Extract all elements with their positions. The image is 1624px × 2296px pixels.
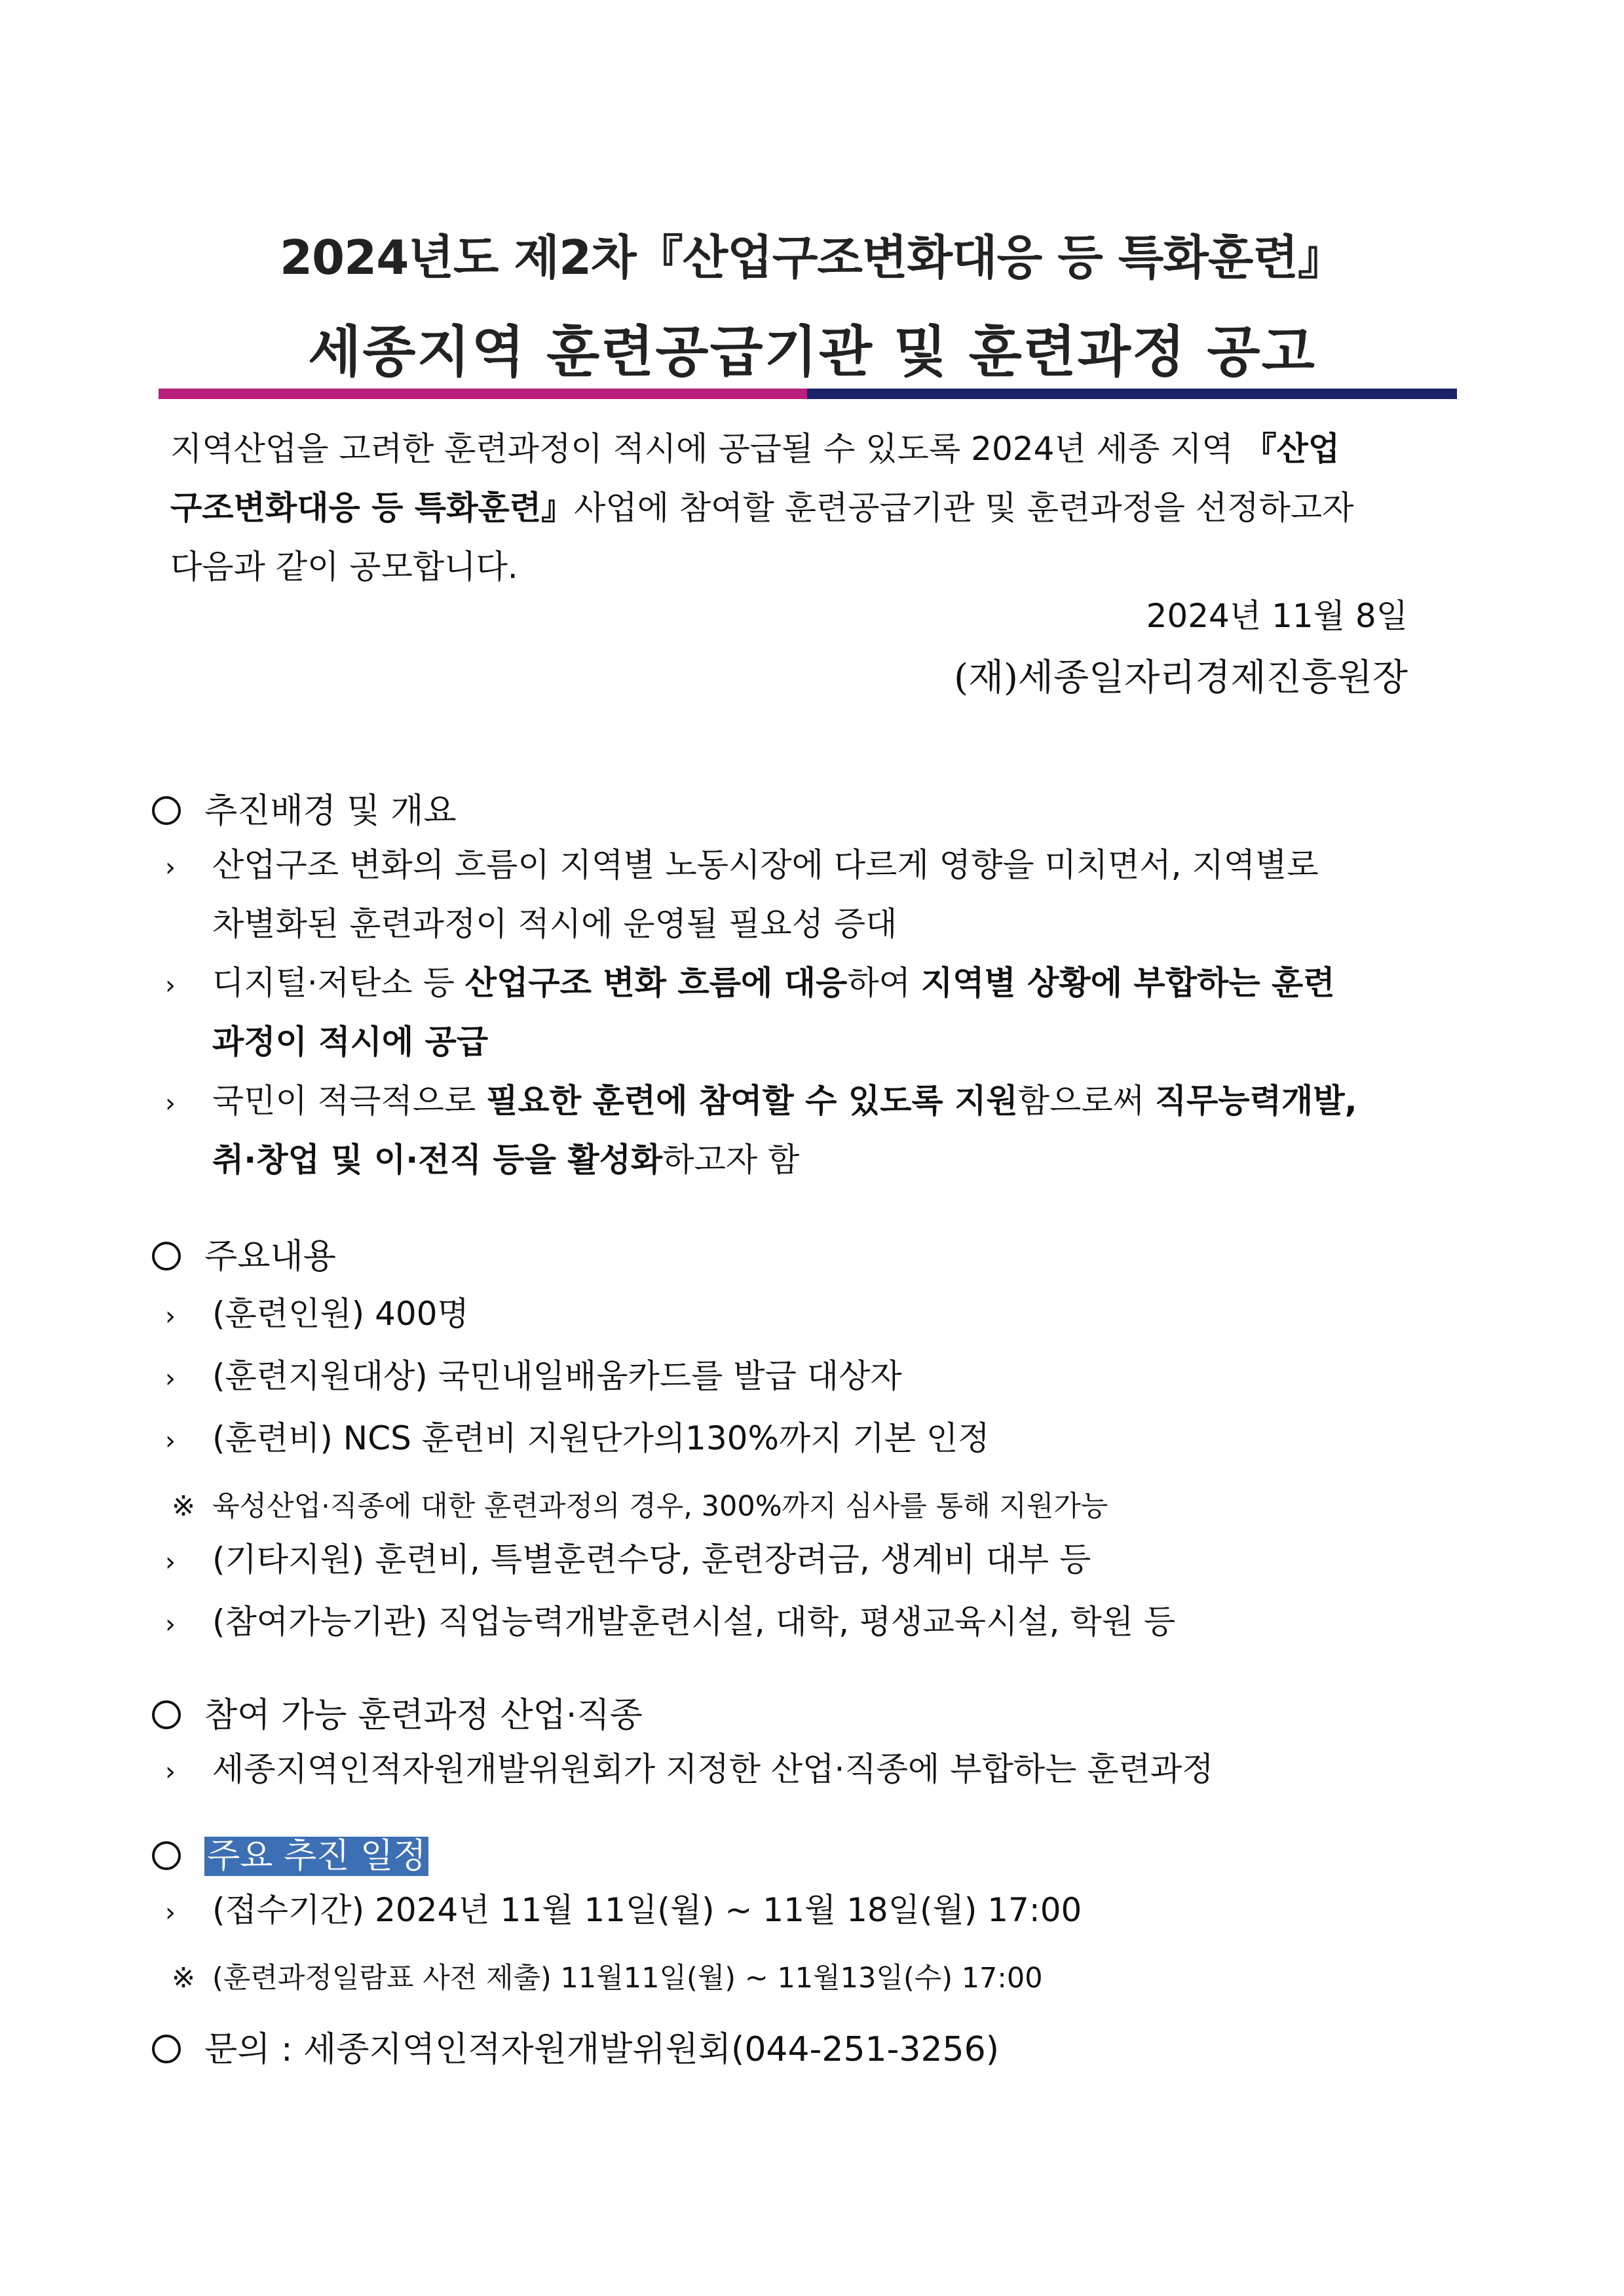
note-text: (훈련과정일람표 사전 제출) 11월11일(월) ~ 11월13일(수) 17:00 <box>212 1962 1043 1995</box>
list-item <box>165 1347 902 1408</box>
item-text-bold: 필요한 훈련에 참여할 수 있도록 지원 <box>486 1082 1018 1120</box>
circle-bullet-icon <box>152 1700 181 1729</box>
chevron-right-icon: › <box>165 970 176 1001</box>
heading-text: 주요내용 <box>204 1237 336 1276</box>
section-heading-main <box>152 1229 336 1278</box>
item-text: (접수기간) 2024년 11월 11일(월) ~ 11월 18일(월) 17:00 <box>212 1891 1082 1929</box>
list-item <box>165 1881 1082 1942</box>
chevron-right-icon: › <box>165 1757 176 1787</box>
list-item-continuation: 차별화된 훈련과정이 적시에 운영될 필요성 증대 <box>212 905 897 943</box>
list-item <box>165 1284 469 1346</box>
intro-paragraph <box>170 419 1402 596</box>
heading-text: 참여 가능 훈련과정 산업·직종 <box>204 1696 643 1735</box>
chevron-right-icon: › <box>165 1364 176 1394</box>
item-text: 함으로써 <box>1017 1082 1155 1120</box>
list-item <box>165 1071 1357 1133</box>
chevron-right-icon: › <box>165 1609 176 1639</box>
intro-text-3: 다음과 같이 공모합니다. <box>170 548 518 586</box>
item-text: 하고자 함 <box>662 1141 800 1179</box>
list-item <box>165 1409 990 1470</box>
circle-bullet-icon <box>152 1841 181 1870</box>
item-text-bold: 취·창업 및 이·전직 등을 활성화 <box>212 1141 663 1179</box>
list-item-continuation: 과정이 적시에 공급 <box>212 1023 489 1061</box>
heading-text-highlighted: 주요 추진 일정 <box>204 1837 428 1876</box>
reference-mark-icon: ※ <box>172 1490 196 1523</box>
item-text: 디지털·저탄소 등 <box>212 964 465 1002</box>
section-heading-schedule <box>152 1828 428 1877</box>
title-rule-left <box>159 389 807 399</box>
item-text: 국민이 적극적으로 <box>212 1082 487 1120</box>
chevron-right-icon: › <box>165 1547 176 1577</box>
item-text-bold: 산업구조 변화 흐름에 대응 <box>464 964 848 1002</box>
list-item <box>165 1740 1213 1801</box>
list-item-continuation <box>212 1130 799 1189</box>
reference-mark-icon: ※ <box>172 1962 196 1995</box>
issuer-name: (재)세종일자리경제진흥원장 <box>954 657 1408 699</box>
chevron-right-icon: › <box>165 1898 176 1928</box>
section-heading-background <box>152 783 457 832</box>
item-text: (훈련인원) 400명 <box>212 1295 469 1333</box>
circle-bullet-icon <box>152 2035 181 2063</box>
chevron-right-icon: › <box>165 1301 176 1331</box>
note <box>172 1484 1108 1524</box>
circle-bullet-icon <box>152 1242 181 1271</box>
item-text-bold: 지역별 상황에 부합하는 훈련 <box>920 964 1335 1002</box>
item-text: (참여가능기관) 직업능력개발훈련시설, 대학, 평생교육시설, 학원 등 <box>212 1603 1176 1641</box>
heading-text: 문의 : 세종지역인적자원개발위원회(044-251-3256) <box>204 2030 1000 2069</box>
intro-bold-1: 『산업 <box>1243 430 1340 468</box>
item-text: 산업구조 변화의 흐름이 지역별 노동시장에 다르게 영향을 미치면서, 지역별로 <box>212 846 1319 884</box>
title-rule-right <box>807 389 1457 399</box>
list-item <box>165 1530 1091 1592</box>
announcement-date: 2024년 11월 8일 <box>1146 597 1408 635</box>
item-text-bold: 직무능력개발, <box>1154 1082 1357 1120</box>
chevron-right-icon: › <box>165 1088 176 1119</box>
intro-bold-2: 구조변화대응 등 특화훈련』 <box>170 489 575 527</box>
list-item <box>165 835 1319 897</box>
intro-text-1: 지역산업을 고려한 훈련과정이 적시에 공급될 수 있도록 2024년 세종 지역 <box>170 430 1234 468</box>
item-text: 하여 <box>847 964 921 1002</box>
chevron-right-icon: › <box>165 1426 176 1456</box>
section-heading-contact <box>152 2021 999 2071</box>
item-text: (기타지원) 훈련비, 특별훈련수당, 훈련장려금, 생계비 대부 등 <box>212 1540 1091 1578</box>
note-text: 육성산업·직종에 대한 훈련과정의 경우, 300%까지 심사를 통해 지원가능 <box>212 1490 1108 1523</box>
note <box>172 1956 1043 1996</box>
circle-bullet-icon <box>152 796 181 825</box>
intro-text-2: 사업에 참여할 훈련공급기관 및 훈련과정을 선정하고자 <box>574 489 1354 527</box>
item-text: 세종지역인적자원개발위원회가 지정한 산업·직종에 부합하는 훈련과정 <box>212 1750 1214 1788</box>
title-line-2: 세종지역 훈련공급기관 및 훈련과정 공고 <box>308 320 1316 384</box>
list-item <box>165 1592 1175 1654</box>
list-item <box>165 953 1335 1015</box>
item-text: (훈련비) NCS 훈련비 지원단가의130%까지 기본 인정 <box>212 1419 990 1457</box>
item-text: (훈련지원대상) 국민내일배움카드를 발급 대상자 <box>212 1357 902 1395</box>
title-line-1: 2024년도 제2차『산업구조변화대응 등 특화훈련』 <box>279 230 1345 285</box>
section-heading-industry <box>152 1687 643 1736</box>
chevron-right-icon: › <box>165 852 176 883</box>
heading-text: 추진배경 및 개요 <box>204 792 457 831</box>
